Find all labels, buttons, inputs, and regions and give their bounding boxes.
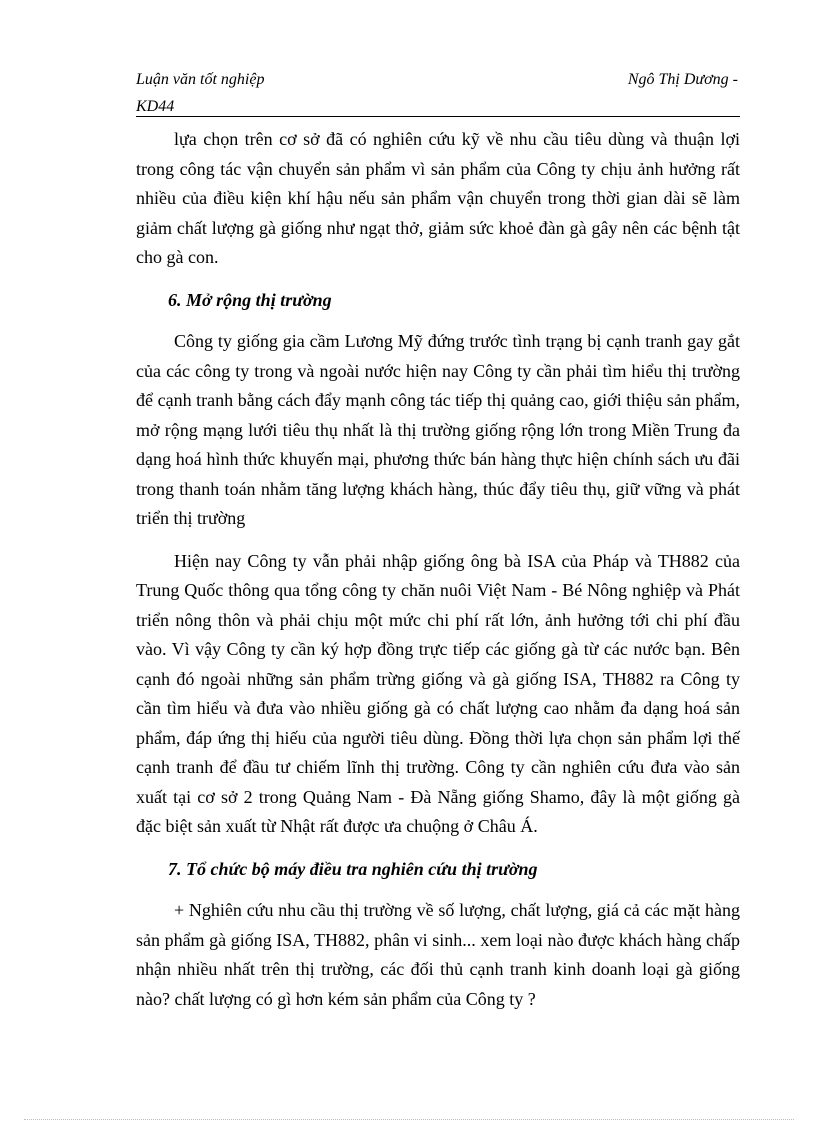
section-heading-7: 7. Tổ chức bộ máy điều tra nghiên cứu thị trường — [168, 858, 538, 879]
section-heading-6: 6. Mở rộng thị trường — [168, 289, 332, 310]
footer-dotted-line — [24, 1119, 794, 1120]
header-divider — [136, 116, 740, 117]
paragraph-transport: lựa chọn trên cơ sở đã có nghiên cứu kỹ về nhu cầu tiêu dùng và thuận lợi trong công tác vận chuyển sản phẩm vì sản phẩm của Công ty chịu ảnh hưởng rất nhiều của điều kiện khí hậu nếu sản phẩm vận chuyển trong thời gian dài sẽ làm giảm chất lượng gà giống như ngạt thở, giảm sức khoẻ đàn gà gây nên các bệnh tật cho gà con. — [136, 129, 740, 267]
header-thesis-label: Luận văn tốt nghiệp — [136, 71, 265, 88]
header-class-code: KD44 — [136, 98, 175, 115]
paragraph-market-expansion: Công ty giống gia cầm Lương Mỹ đứng trước tình trạng bị cạnh tranh gay gắt của các công ty trong và ngoài nước hiện nay Công ty cần phải tìm hiểu thị trường để cạnh tranh bằng cách đẩy mạnh công tác tiếp thị quảng cao, giới thiệu sản phẩm, mở rộng mạng lưới tiêu thụ nhất là thị trường giống rộng lớn trong Miền Trung đa dạng hoá hình thức khuyến mại, phương thức bán hàng thực hiện chính sách ưu đãi trong thanh toán nhằm tăng lượng khách hàng, thúc đẩy tiêu thụ, giữ vững và phát triển thị trường — [136, 331, 740, 528]
header-author-name: Ngô Thị Dương - — [627, 71, 738, 88]
paragraph-market-research: + Nghiên cứu nhu cầu thị trường về số lượng, chất lượng, giá cả các mặt hàng sản phẩm gà giống ISA, TH882, phân vi sinh... xem loại nào được khách hàng chấp nhận nhiều nhất trên thị trường, các đối thủ cạnh tranh kinh doanh loại gà giống nào? chất lượng có gì hơn kém sản phẩm của Công ty ? — [136, 900, 740, 1009]
paragraph-import-breeds: Hiện nay Công ty vẫn phải nhập giống ông bà ISA của Pháp và TH882 của Trung Quốc thông qua tổng công ty chăn nuôi Việt Nam - Bé Nông nghiệp và Phát triển nông thôn và phải chịu một mức chi phí rất lớn, ảnh hưởng tới chi phí đầu vào. Vì vậy Công ty cần ký hợp đồng trực tiếp các giống gà từ các nước bạn. Bên cạnh đó ngoài những sản phẩm trừng giống và gà giống ISA, TH882 ra Công ty cần tìm hiểu và đưa vào nhiều giống gà có chất lượng cao nhằm đa dạng hoá sản phẩm, đáp ứng thị hiếu của người tiêu dùng. Đồng thời lựa chọn sản phẩm lợi thế cạnh tranh để đầu tư chiếm lĩnh thị trường. Công ty cần nghiên cứu đưa vào sản xuất tại cơ sở 2 trong Quảng Nam - Đà Nẵng giống Shamo, đây là một giống gà đặc biệt sản xuất từ Nhật rất được ưa chuộng ở Châu Á. — [136, 550, 740, 836]
document-body — [136, 125, 740, 1027]
